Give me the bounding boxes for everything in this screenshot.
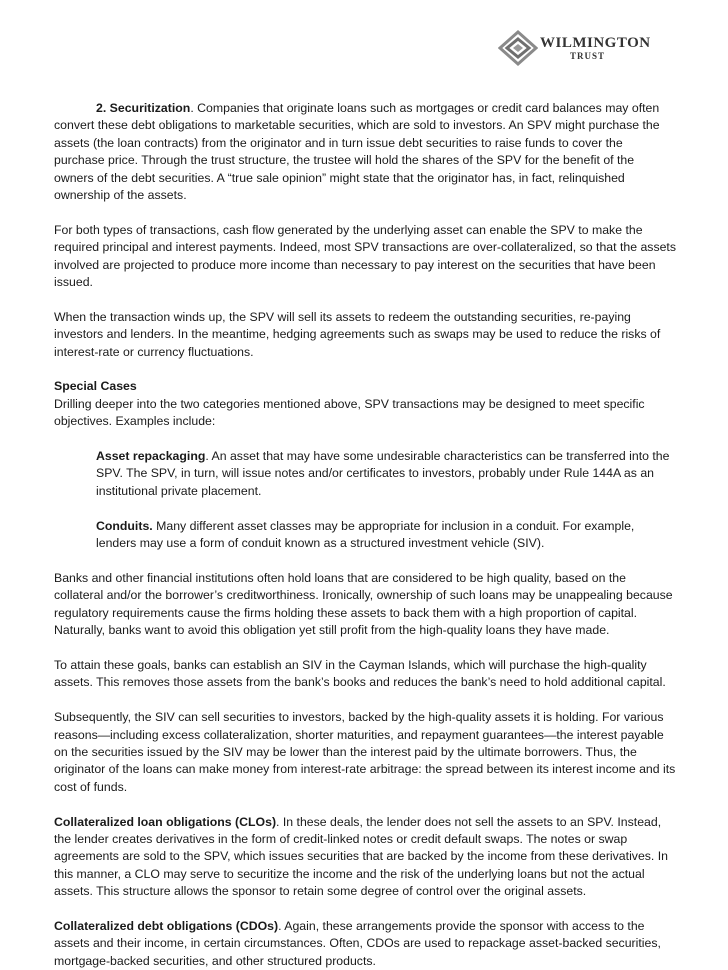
logo-sub: TRUST bbox=[570, 51, 606, 61]
wilmington-diamond-icon bbox=[498, 30, 538, 66]
special-cases-intro: Drilling deeper into the two categories mentioned above, SPV transactions may be designed to meet specific objectives. Examples include: bbox=[54, 396, 645, 429]
securitization-paragraph bbox=[54, 100, 676, 204]
conduits-item bbox=[96, 518, 676, 553]
subsequently-paragraph: Subsequently, the SIV can sell securities to investors, backed by the high-quality assets it is holding. For various reasons—including excess collateralization, shorter maturities, and repayment guarantees—the interest payable on the securities issued by the SIV may be lower than the interest paid by the ultimate borrowers. Thus, the originator of the loans can make money from interest-rate arbitrage: the spread between its interest income and its cost of funds. bbox=[54, 710, 676, 794]
banks-paragraph: Banks and other financial institutions often hold loans that are considered to be high quality, based on the collateral and/or the borrower’s creditworthiness. Ironically, ownership of such loans may be unappealing because regulatory requirements cause the firms holding these assets to back them with a high proportion of capital. Naturally, banks want to avoid this obligation yet still profit from the high-quality loans they have made. bbox=[54, 570, 673, 638]
special-cases-heading: Special Cases bbox=[54, 379, 137, 394]
asset-repackaging-item bbox=[96, 448, 676, 500]
asset-repackaging-heading: Asset repackaging bbox=[96, 449, 206, 464]
special-cases-section bbox=[54, 378, 676, 430]
conduits-text: Many different asset classes may be appropriate for inclusion in a conduit. For example, lenders may use a form of conduit known as a structured investment vehicle (SIV). bbox=[96, 518, 635, 551]
securitization-text: . Companies that originate loans such as mortgages or credit card balances may often convert these debt obligations to marketable securities, which are sold to investors. An SPV might purchase the assets (the loan contracts) from the originator and in turn issue debt securities to raise funds to cover the purchase price. Through the trust structure, the trustee will hold the shares of the SPV for the benefit of the owners of the debt securities. A “true sale opinion” might state that the originator has, in fact, relinquished ownership of the assets. bbox=[54, 101, 660, 203]
cdo-heading: Collateralized debt obligations (CDOs) bbox=[54, 918, 279, 933]
cash-flow-paragraph: For both types of transactions, cash flow generated by the underlying asset can enable the SPV to make the required principal and interest payments. Indeed, most SPV transactions are over-collateralized, so that the assets involved are projected to produce more income than necessary to pay interest on the securities that have been issued. bbox=[54, 222, 677, 290]
winds-up-paragraph: When the transaction winds up, the SPV will sell its assets to redeem the outstanding securities, re-paying investors and lenders. In the meantime, hedging agreements such as swaps may be used to reduce the risks of interest-rate or currency fluctuations. bbox=[54, 309, 661, 359]
clo-text: . In these deals, the lender does not sell the assets to an SPV. Instead, the lender creates derivatives in the form of credit-linked notes or credit default swaps. The notes or swap agreements are sold to the SPV, which issues securities that are backed by the income from these derivatives. In this manner, a CLO may serve to securitize the income and the risk of the underlying loans but not the actual assets. This structure allows the sponsor to retain some degree of control over the original assets. bbox=[54, 814, 669, 899]
logo-name: WILMINGTON bbox=[540, 35, 651, 51]
clo-paragraph bbox=[54, 814, 676, 901]
attain-goals-paragraph: To attain these goals, banks can establish an SIV in the Cayman Islands, which will purchase the high-quality assets. This removes those assets from the bank’s books and reduces the bank’s need to hold additional capital. bbox=[54, 657, 666, 690]
cdo-paragraph bbox=[54, 918, 676, 970]
clo-heading: Collateralized loan obligations (CLOs) bbox=[54, 814, 277, 829]
securitization-heading: 2. Securitization bbox=[96, 101, 191, 115]
document-body bbox=[54, 100, 676, 970]
wilmington-trust-logo bbox=[498, 30, 668, 66]
conduits-heading: Conduits. bbox=[96, 518, 153, 533]
cdo-text: . Again, these arrangements provide the sponsor with access to the assets and their income, in certain circumstances. Often, CDOs are used to repackage asset-backed securities, mortgage-backed securities, and other structured products. bbox=[54, 918, 661, 968]
asset-repackaging-text: . An asset that may have some undesirable characteristics can be transferred into the SPV. The SPV, in turn, will issue notes and/or certificates to investors, probably under Rule 144A as an institutional private placement. bbox=[96, 449, 670, 498]
